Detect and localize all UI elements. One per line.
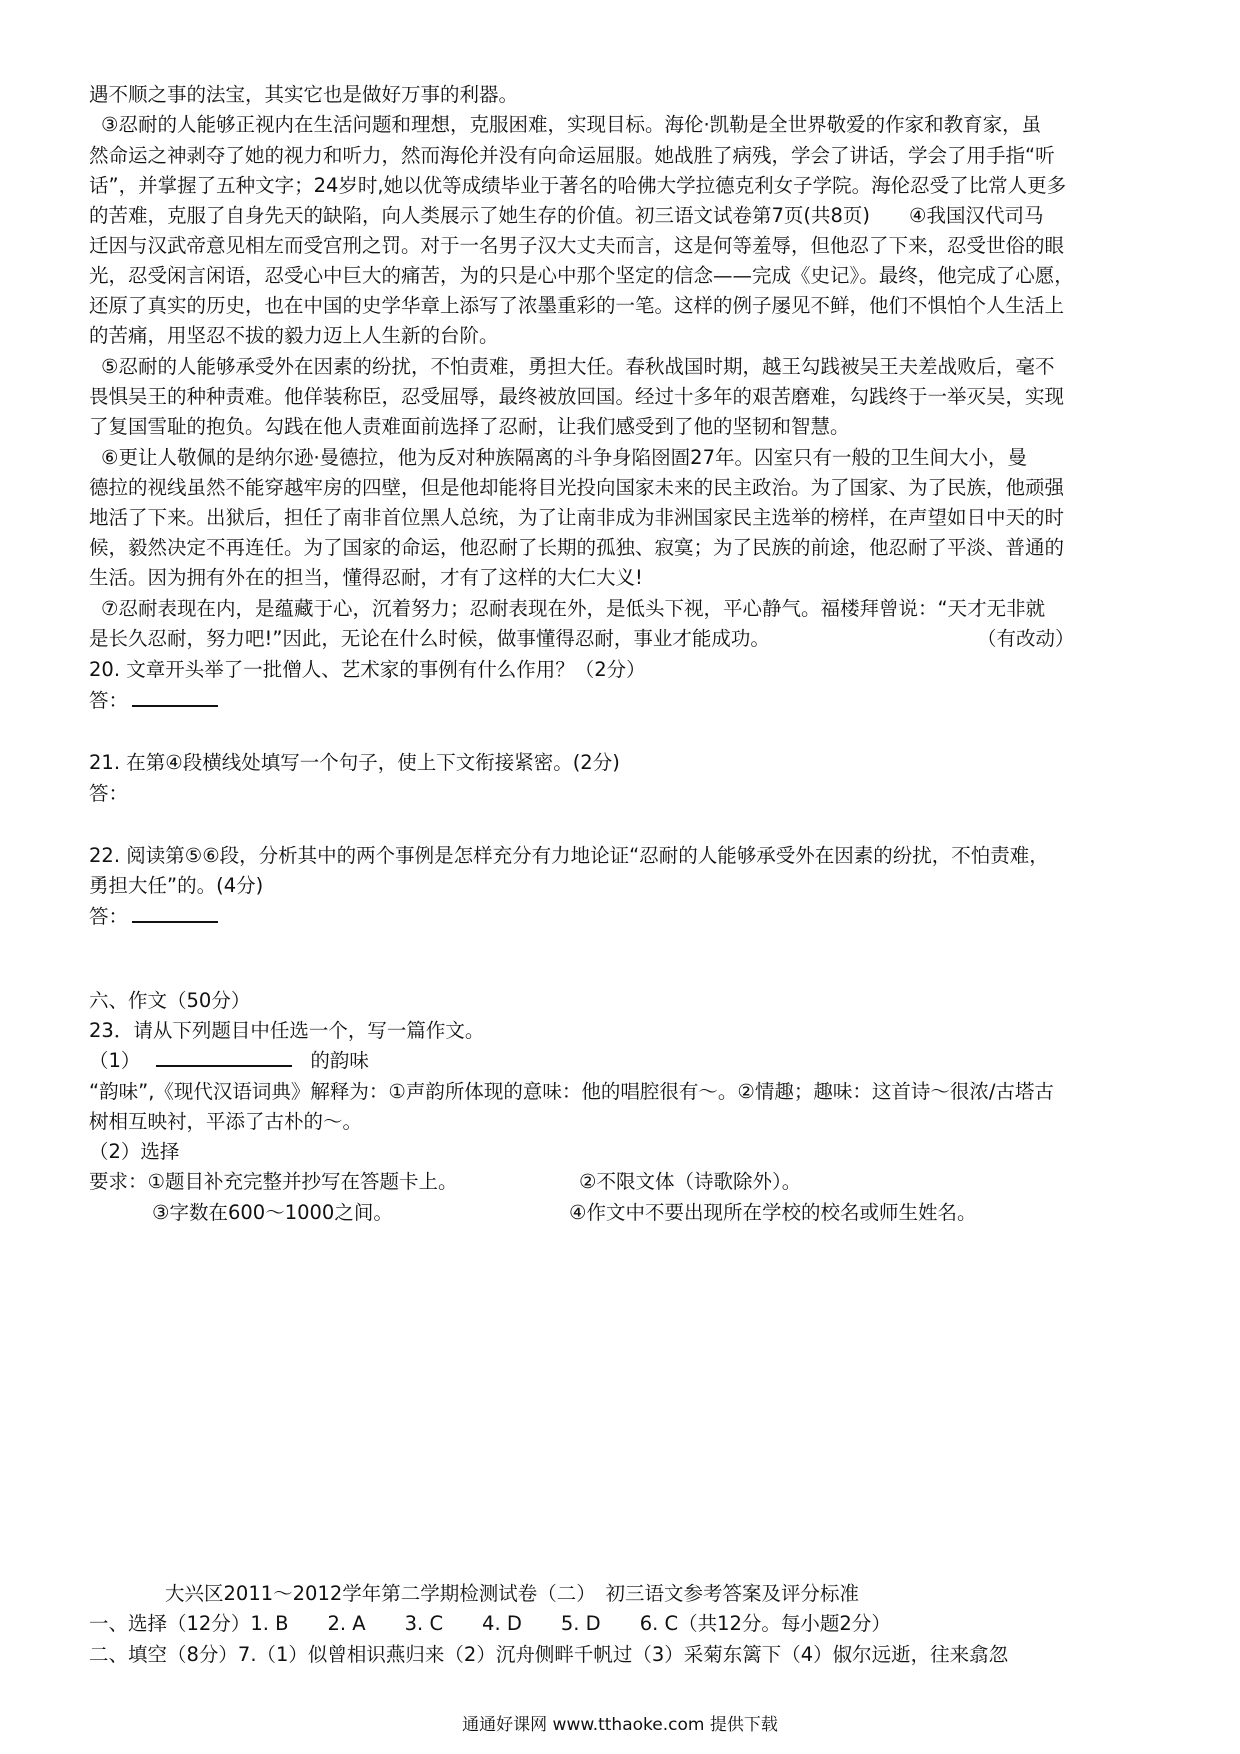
essay-section-title: 六、作文（50分）: [89, 989, 251, 1012]
requirement: ②不限文体（诗歌除外）。: [579, 1170, 802, 1193]
requirement: ③字数在600～1000之间。: [152, 1201, 393, 1224]
answer-label: 答：: [89, 782, 129, 805]
requirements-line-1: [89, 1167, 1189, 1197]
body-line: 光，忍受闲言闲语，忍受心中巨大的痛苦，为的只是心中那个坚定的信念——完成《史记》。最终，他完成了心愿，: [89, 264, 1074, 287]
question-20: 20. 文章开头举了一批僧人、艺术家的事例有什么作用？（2分）: [89, 658, 646, 681]
body-line: 话”，并掌握了五种文字；24岁时,她以优等成绩毕业于著名的哈佛大学拉德克利女子学院。海伦忍受了比常人更多: [89, 174, 1067, 197]
question-22-cont: 勇担大任”的。(4分): [89, 874, 264, 897]
answer-key-title: 大兴区2011～2012学年第二学期检测试卷（二） 初三语文参考答案及评分标准: [165, 1582, 860, 1605]
option-label: （1）: [89, 1049, 141, 1072]
answer-blank[interactable]: [132, 920, 218, 923]
requirement: ④作文中不要出现所在学校的校名或师生姓名。: [569, 1201, 977, 1224]
body-line: 地活了下来。出狱后，担任了南非首位黑人总统，为了让南非成为非洲国家民主选举的榜样，在声望如日中天的时: [89, 506, 1065, 529]
body-line: [89, 624, 1189, 654]
body-line: 生活。因为拥有外在的担当，懂得忍耐，才有了这样的大仁大义!: [89, 566, 643, 589]
answer-key-line-2: 二、填空（8分）7.（1）似曾相识燕归来（2）沉舟侧畔千帆过（3）采菊东篱下（4）俶尔远逝，往来翕忽: [89, 1643, 1009, 1666]
title-blank[interactable]: [156, 1064, 292, 1067]
body-line: 了复国雪耻的抱负。勾践在他人责难面前选择了忍耐，让我们感受到了他的坚韧和智慧。: [89, 415, 850, 438]
question-21: 21. 在第④段横线处填写一个句子，使上下文衔接紧密。(2分): [89, 751, 620, 774]
answer-22: [89, 902, 1189, 932]
requirement: 要求：①题目补充完整并抄写在答题卡上。: [89, 1170, 458, 1193]
question-23: 23．请从下列题目中任选一个，写一篇作文。: [89, 1019, 485, 1042]
paragraph-5-start: ⑤忍耐的人能够承受外在因素的纷扰，不怕责难，勇担大任。春秋战国时期，越王勾践被吴王夫差战败后，毫不: [101, 355, 1055, 378]
body-line: 的苦痛，用坚忍不拔的毅力迈上人生新的台阶。: [89, 324, 499, 347]
answer-21: [89, 779, 1189, 809]
essay-option-1: [89, 1046, 1189, 1076]
paragraph-6-start: ⑥更让人敬佩的是纳尔逊·曼德拉，他为反对种族隔离的斗争身陷囹圄27年。囚室只有一般的卫生间大小，曼: [101, 446, 1027, 469]
body-line: 的苦难，克服了自身先天的缺陷，向人类展示了她生存的价值。初三语文试卷第7页(共8页) ④我国汉代司马: [89, 204, 1044, 227]
body-line-text: 是长久忍耐，努力吧!”因此，无论在什么时候，做事懂得忍耐，事业才能成功。: [89, 627, 770, 650]
body-line: 畏惧吴王的种种责难。他佯装称臣，忍受屈辱，最终被放回国。经过十多年的艰苦磨难，勾践终于一举灭吴，实现: [89, 385, 1065, 408]
answer-label: 答：: [89, 689, 129, 712]
page-footer: 通通好课网 www.tthaoke.com 提供下载: [462, 1715, 778, 1735]
body-line: 德拉的视线虽然不能穿越牢房的四壁，但是他却能将目光投向国家未来的民主政治。为了国家、为了民族，他顽强: [89, 476, 1065, 499]
answer-label: 答：: [89, 905, 129, 928]
answer-20: [89, 686, 1189, 716]
body-line: 迁因与汉武帝意见相左而受宫刑之罚。对于一名男子汉大丈夫而言，这是何等羞辱，但他忍了下来，忍受世俗的眼: [89, 234, 1065, 257]
question-22: 22. 阅读第⑤⑥段，分析其中的两个事例是怎样充分有力地论证“忍耐的人能够承受外在因素的纷扰，不怕责难，: [89, 844, 1049, 867]
answer-blank[interactable]: [132, 704, 218, 707]
body-line: 遇不顺之事的法宝，其实它也是做好万事的利器。: [89, 83, 519, 106]
paragraph-7-start: ⑦忍耐表现在内，是蕴藏于心，沉着努力；忍耐表现在外，是低头下视，平心静气。福楼拜曾说：“天才无非就: [101, 597, 1046, 620]
option-suffix: 的韵味: [310, 1049, 369, 1072]
essay-option-2: （2）选择: [89, 1140, 180, 1163]
body-line: 还原了真实的历史，也在中国的史学华章上添写了浓墨重彩的一笔。这样的例子屡见不鲜，他们不惧怕个人生活上: [89, 294, 1065, 317]
definition-line: “韵味”,《现代汉语词典》解释为：①声韵所体现的意味：他的唱腔很有～。②情趣；趣味：这首诗～很浓/古塔古: [89, 1080, 1054, 1103]
body-line: 然命运之神剥夺了她的视力和听力，然而海伦并没有向命运屈服。她战胜了病残，学会了讲话，学会了用手指“听: [89, 144, 1055, 167]
answer-key-line-1: 一、选择（12分）1. B 2. A 3. C 4. D 5. D 6. C（共12分。每小题2分）: [89, 1612, 891, 1635]
revision-note: （有改动）: [977, 627, 1075, 650]
body-line: 候，毅然决定不再连任。为了国家的命运，他忍耐了长期的孤独、寂寞；为了民族的前途，他忍耐了平淡、普通的: [89, 536, 1065, 559]
definition-line: 树相互映衬，平添了古朴的～。: [89, 1110, 363, 1133]
paragraph-3-start: ③忍耐的人能够正视内在生活问题和理想，克服困难，实现目标。海伦·凯勒是全世界敬爱的作家和教育家，虽: [101, 113, 1042, 136]
